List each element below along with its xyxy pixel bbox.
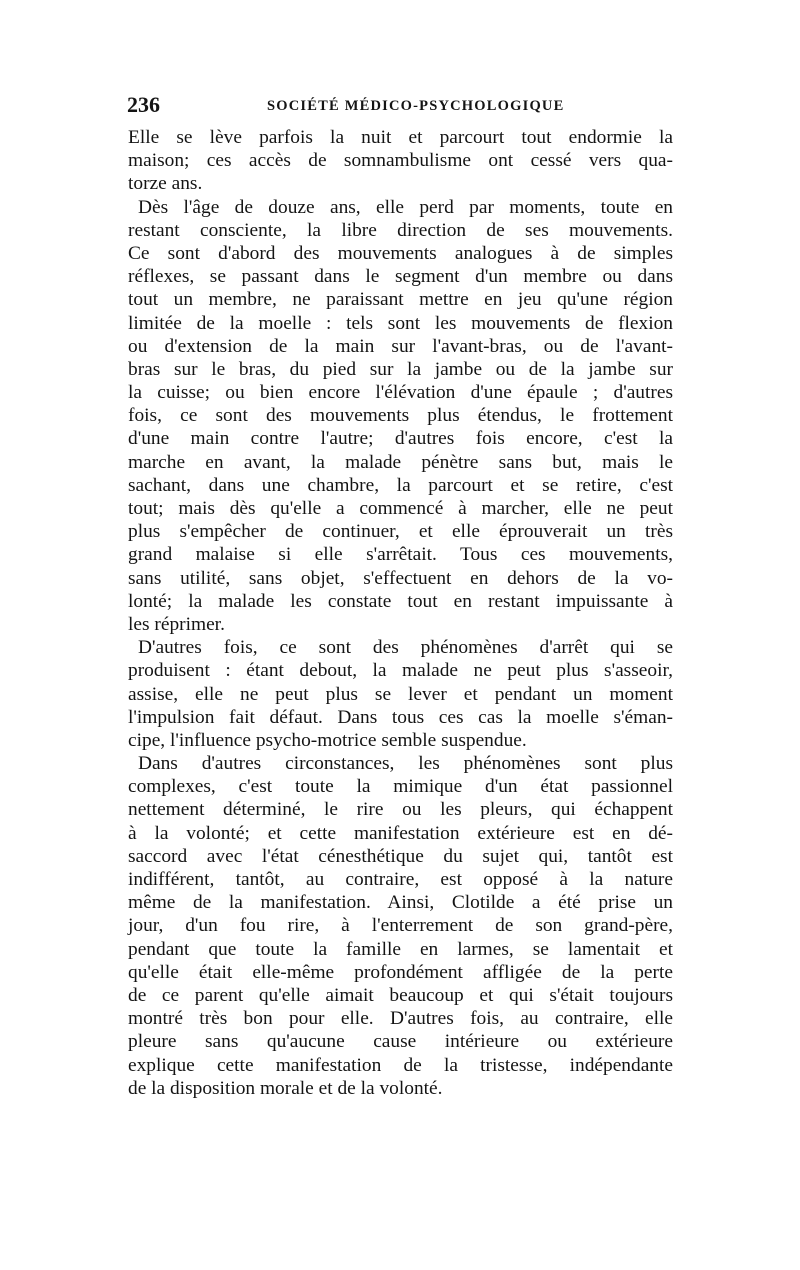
text-line: bras sur le bras, du pied sur la jambe ou de la jambe sur [128, 358, 673, 380]
text-line: Dans d'autres circonstances, les phénomènes sont plus [138, 753, 673, 775]
text-line: limitée de la moelle : tels sont les mouvements de flexion [128, 312, 673, 334]
text-line: indifférent, tantôt, au contraire, est opposé à la nature [128, 869, 673, 890]
text-line: maison; ces accès de somnambulisme ont cessé vers qua- [128, 150, 673, 172]
text-line: l'impulsion fait défaut. Dans tous ces cas la moelle s'éman- [128, 706, 673, 728]
text-line: à la volonté; et cette manifestation extérieure est en dé- [128, 822, 673, 844]
text-line: de ce parent qu'elle aimait beaucoup et qui s'était toujours [128, 984, 673, 1006]
text-line: fois, ce sont des mouvements plus étendus, le frottement [128, 405, 673, 427]
text-line: jour, d'un fou rire, à l'enterrement de son grand-père, [128, 915, 673, 937]
text-line: Ce sont d'abord des mouvements analogues à de simples [128, 242, 673, 264]
text-line: tout un membre, ne paraissant mettre en jeu qu'une région [128, 289, 673, 311]
text-line: réflexes, se passant dans le segment d'un membre ou dans [128, 266, 673, 288]
running-head [127, 90, 672, 120]
page-number: 236 [127, 92, 160, 117]
text-line: Dès l'âge de douze ans, elle perd par moments, toute en [138, 196, 673, 218]
text-line: qu'elle était elle-même profondément affligée de la perte [128, 961, 673, 983]
text-line: explique cette manifestation de la tristesse, indépendante [128, 1054, 673, 1076]
text-line: nettement déterminé, le rire ou les pleurs, qui échappent [128, 799, 673, 821]
text-line: complexes, c'est toute la mimique d'un état passionnel [128, 776, 673, 798]
text-line: tout; mais dès qu'elle a commencé à marcher, elle ne peut [128, 498, 673, 519]
text-line: saccord avec l'état cénesthétique du sujet qui, tantôt est [128, 845, 673, 867]
text-line: ou d'extension de la main sur l'avant-bras, ou de l'avant- [128, 335, 673, 357]
text-line: torze ans. [128, 173, 203, 195]
text-line: assise, elle ne peut plus se lever et pendant un moment [128, 683, 673, 705]
text-line: lonté; la malade les constate tout en restant impuissante à [128, 590, 673, 612]
text-line: produisent : étant debout, la malade ne peut plus s'asseoir, [128, 660, 673, 682]
text-line: marche en avant, la malade pénètre sans but, mais le [128, 451, 673, 473]
text-line: sans utilité, sans objet, s'effectuent en dehors de la vo- [128, 567, 673, 589]
text-line: grand malaise si elle s'arrêtait. Tous ces mouvements, [128, 544, 673, 566]
text-line: la cuisse; ou bien encore l'élévation d'une épaule ; d'autres [128, 382, 673, 404]
text-line: montré très bon pour elle. D'autres fois, au contraire, elle [128, 1008, 673, 1030]
running-title: SOCIÉTÉ MÉDICO-PSYCHOLOGIQUE [267, 98, 565, 114]
text-line: pendant que toute la famille en larmes, se lamentait et [128, 938, 673, 960]
body-text [128, 126, 673, 1100]
text-line: pleure sans qu'aucune cause intérieure ou extérieure [128, 1031, 673, 1053]
text-line: D'autres fois, ce sont des phénomènes d'arrêt qui se [138, 637, 673, 659]
text-line: les réprimer. [128, 613, 225, 635]
text-line: d'une main contre l'autre; d'autres fois encore, c'est la [128, 428, 673, 450]
text-line: même de la manifestation. Ainsi, Clotilde a été prise un [128, 892, 673, 914]
text-line: restant consciente, la libre direction de ses mouvements. [128, 219, 673, 241]
text-line: plus s'empêcher de continuer, et elle éprouverait un très [128, 521, 673, 543]
text-line: Elle se lève parfois la nuit et parcourt tout endormie la [128, 127, 673, 148]
text-line: de la disposition morale et de la volonté. [128, 1077, 443, 1099]
text-line: sachant, dans une chambre, la parcourt et se retire, c'est [128, 474, 673, 496]
text-line: cipe, l'influence psycho-motrice semble suspendue. [128, 729, 527, 751]
